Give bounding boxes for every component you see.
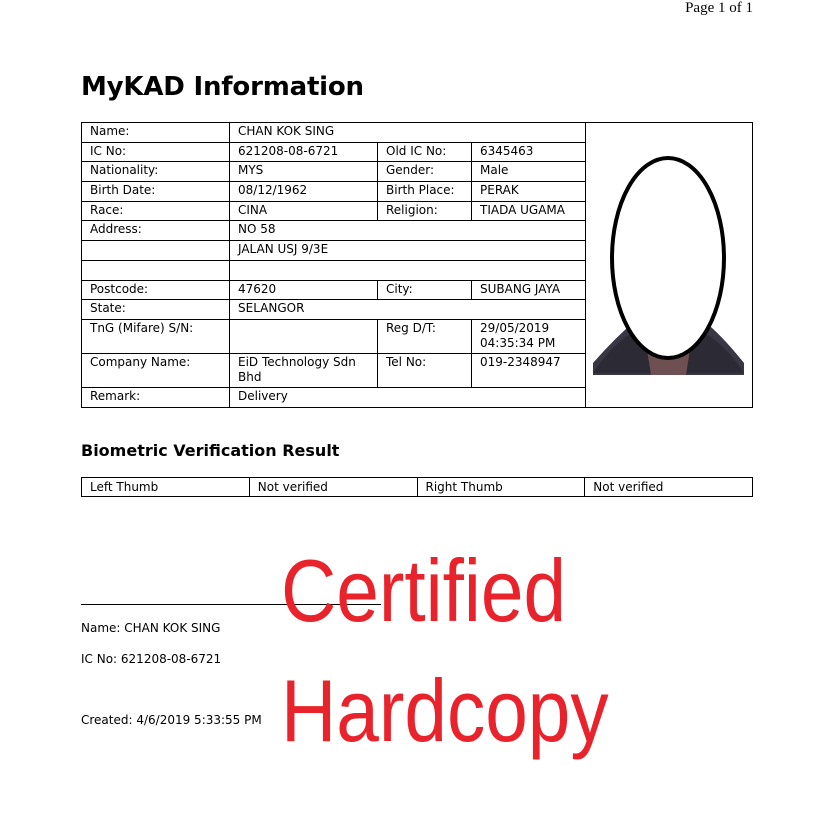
photo-cell <box>586 123 753 408</box>
nationality-value: MYS <box>230 162 378 182</box>
religion-label: Religion: <box>378 201 472 221</box>
tng-label: TnG (Mifare) S/N: <box>82 319 230 353</box>
remark-value: Delivery <box>230 388 586 408</box>
company-value <box>230 354 378 388</box>
regdt-label: Reg D/T: <box>378 319 472 353</box>
name-value: CHAN KOK SING <box>230 123 586 143</box>
right-thumb-result: Not verified <box>585 478 753 497</box>
postcode-label: Postcode: <box>82 280 230 300</box>
oldic-label: Old IC No: <box>378 142 472 162</box>
city-value: SUBANG JAYA <box>472 280 586 300</box>
icno-value: 621208-08-6721 <box>230 142 378 162</box>
tel-value: 019-2348947 <box>472 354 586 388</box>
state-value: SELANGOR <box>230 300 586 320</box>
nationality-label: Nationality: <box>82 162 230 182</box>
right-thumb-label: Right Thumb <box>417 478 585 497</box>
company-line1: EiD Technology Sdn <box>238 355 356 370</box>
gender-label: Gender: <box>378 162 472 182</box>
table-row <box>82 123 753 143</box>
id-photo <box>586 123 751 407</box>
address-label-blank <box>82 241 230 261</box>
address-line1: NO 58 <box>230 221 586 241</box>
city-label: City: <box>378 280 472 300</box>
biometric-table <box>81 477 753 497</box>
company-label: Company Name: <box>82 354 230 388</box>
race-value: CINA <box>230 201 378 221</box>
footer-created: Created: 4/6/2019 5:33:55 PM <box>81 713 262 727</box>
left-thumb-result: Not verified <box>249 478 417 497</box>
oldic-value: 6345463 <box>472 142 586 162</box>
address-line2: JALAN USJ 9/3E <box>230 241 586 261</box>
footer-name: Name: CHAN KOK SING <box>81 621 221 635</box>
birthdate-value: 08/12/1962 <box>230 182 378 202</box>
footer-icno: IC No: 621208-08-6721 <box>81 652 222 666</box>
table-row <box>82 478 753 497</box>
name-label: Name: <box>82 123 230 143</box>
regdt-value <box>472 319 586 353</box>
birthdate-label: Birth Date: <box>82 182 230 202</box>
regdt-time: 04:35:34 PM <box>480 335 556 350</box>
birthplace-value: PERAK <box>472 182 586 202</box>
regdt-date: 29/05/2019 <box>480 320 550 335</box>
icno-label: IC No: <box>82 142 230 162</box>
masked-portrait-icon <box>586 123 751 407</box>
tng-value <box>230 319 378 353</box>
page-title: MyKAD Information <box>81 72 364 102</box>
birthplace-label: Birth Place: <box>378 182 472 202</box>
stamp-hardcopy: Hardcopy <box>281 661 609 760</box>
mykad-info-table <box>81 122 753 408</box>
race-label: Race: <box>82 201 230 221</box>
tel-label: Tel No: <box>378 354 472 388</box>
company-line2: Bhd <box>238 370 262 385</box>
address-label-blank <box>82 260 230 280</box>
biometric-section-title: Biometric Verification Result <box>81 441 340 460</box>
religion-value: TIADA UGAMA <box>472 201 586 221</box>
gender-value: Male <box>472 162 586 182</box>
address-line3 <box>230 260 586 280</box>
left-thumb-label: Left Thumb <box>82 478 250 497</box>
postcode-value: 47620 <box>230 280 378 300</box>
state-label: State: <box>82 300 230 320</box>
address-label: Address: <box>82 221 230 241</box>
remark-label: Remark: <box>82 388 230 408</box>
stamp-certified: Certified <box>281 541 567 640</box>
page-number: Page 1 of 1 <box>685 0 753 16</box>
